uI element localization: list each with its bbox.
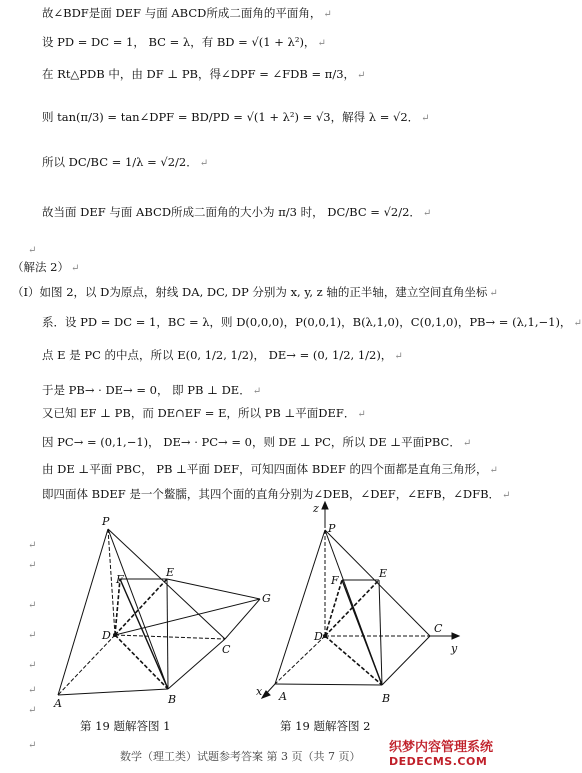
label-P: P bbox=[328, 522, 336, 535]
text-line bbox=[12, 285, 498, 301]
x-arrow bbox=[262, 691, 270, 698]
paragraph-mark-icon: ↵ bbox=[422, 208, 432, 219]
paragraph-mark-icon: ↵ bbox=[421, 113, 430, 124]
paragraph-mark-icon: ↵ bbox=[28, 560, 37, 571]
label-D: D bbox=[314, 630, 323, 643]
paragraph-mark-icon: ↵ bbox=[357, 70, 366, 81]
point-D bbox=[323, 634, 327, 638]
text-line bbox=[42, 155, 208, 171]
label-P: P bbox=[102, 515, 110, 528]
text-line bbox=[42, 35, 326, 51]
z-arrow bbox=[322, 502, 328, 509]
label-F: F bbox=[331, 574, 339, 587]
paragraph-mark-icon: ↵ bbox=[28, 685, 37, 696]
text-line-content: 故∠BDF是面 DEF 与面 ABCD所成二面角的平面角， bbox=[42, 6, 322, 20]
label-A: A bbox=[279, 690, 287, 703]
edge-DF bbox=[115, 579, 120, 635]
label-z: z bbox=[313, 502, 319, 515]
edge-PA bbox=[58, 529, 108, 695]
paragraph-mark-icon: ↵ bbox=[199, 158, 209, 169]
paragraph-mark-icon: ↵ bbox=[28, 660, 37, 671]
page-footer: 数学（理工类）试题参考答案 第 3 页（共 7 页） bbox=[120, 750, 361, 763]
text-line bbox=[12, 260, 79, 276]
paragraph-mark-icon: ↵ bbox=[317, 38, 326, 49]
text-line bbox=[42, 67, 365, 83]
label-B: B bbox=[168, 693, 177, 706]
text-line-content: 即四面体 BDEF 是一个鳖臑，其四个面的直角分别为∠DEB，∠DEF，∠EFB，∠DFB． bbox=[42, 487, 501, 501]
text-line bbox=[42, 383, 261, 399]
paragraph-mark-icon: ↵ bbox=[462, 438, 472, 449]
text-line-content: （Ⅰ）如图 2，以 D为原点，射线 DA, DC, DP 分别为 x, y, z 轴的正半轴，建立空间直角坐标 bbox=[12, 285, 488, 299]
figure-2 bbox=[252, 500, 467, 710]
edge-FB bbox=[342, 580, 382, 685]
edge-PA bbox=[275, 530, 325, 684]
paragraph-mark-icon: ↵ bbox=[28, 630, 37, 641]
paragraph-mark-icon: ↵ bbox=[252, 386, 262, 397]
paragraph-mark-icon: ↵ bbox=[28, 705, 37, 716]
watermark-line2: DEDECMS.COM bbox=[389, 755, 488, 768]
text-line bbox=[42, 315, 582, 331]
edge-AB bbox=[58, 689, 168, 695]
point-D bbox=[113, 633, 117, 637]
label-D: D bbox=[102, 629, 111, 642]
paragraph-mark-icon: ↵ bbox=[70, 263, 80, 274]
text-line bbox=[42, 406, 366, 422]
watermark bbox=[389, 736, 515, 770]
text-line-content: 则 tan(π/3) = tan∠DPF = BD/PD = √(1 + λ²) = √3，解得 λ = √2． bbox=[42, 110, 420, 124]
label-E: E bbox=[166, 566, 175, 579]
text-line bbox=[42, 6, 332, 22]
label-B: B bbox=[382, 692, 391, 705]
text-line bbox=[42, 205, 431, 221]
edge-DC bbox=[115, 635, 225, 639]
text-line-content: （解法 2） bbox=[12, 260, 69, 274]
paragraph-mark-icon: ↵ bbox=[489, 288, 498, 299]
text-line-content: 在 Rt△PDB 中，由 DF ⊥ PB，得∠DPF = ∠FDB = π/3， bbox=[42, 67, 356, 81]
paragraph-mark-icon: ↵ bbox=[502, 490, 511, 501]
text-line-content: 所以 DC/BC = 1/λ = √2/2． bbox=[42, 155, 198, 169]
paragraph-mark-icon: ↵ bbox=[489, 465, 498, 476]
label-C: C bbox=[222, 643, 231, 656]
figure-1-caption: 第 19 题解答图 1 bbox=[80, 719, 171, 733]
paragraph-mark-icon: ↵ bbox=[28, 540, 37, 551]
paragraph-mark-icon: ↵ bbox=[357, 409, 366, 420]
paragraph-mark-icon: ↵ bbox=[394, 351, 403, 362]
paragraph-mark-icon: ↵ bbox=[323, 9, 332, 20]
paragraph-mark-icon: ↵ bbox=[28, 740, 37, 751]
edge-AB bbox=[275, 684, 382, 685]
edge-EB bbox=[167, 579, 168, 689]
edge-EB bbox=[379, 580, 382, 685]
text-line-content: 由 DE ⊥平面 PBC， PB ⊥平面 DEF，可知四面体 BDEF 的四个面都是直角三角形， bbox=[42, 462, 488, 476]
edge-EG bbox=[167, 579, 260, 599]
edge-BC bbox=[168, 639, 225, 689]
y-arrow bbox=[452, 633, 459, 639]
edge-DB bbox=[115, 635, 168, 689]
figure-2-caption: 第 19 题解答图 2 bbox=[280, 719, 371, 733]
text-line-content: 于是 PB→ · DE→ = 0， 即 PB ⊥ DE． bbox=[42, 383, 251, 397]
text-line-content: 因 PC→ = (0,1,−1)， DE→ · PC→ = 0，则 DE ⊥ PC，所以 DE ⊥平面PBC． bbox=[42, 435, 461, 449]
label-A: A bbox=[54, 697, 62, 710]
paragraph-mark-icon: ↵ bbox=[573, 318, 582, 329]
label-C: C bbox=[434, 622, 443, 635]
label-E: E bbox=[379, 567, 388, 580]
label-x: x bbox=[256, 685, 263, 698]
text-line-content: 系．设 PD = DC = 1，BC = λ，则 D(0,0,0)，P(0,0,1)，B(λ,1,0)，C(0,1,0)，PB→ = (λ,1,−1)， bbox=[42, 315, 572, 329]
label-F: F bbox=[116, 573, 124, 586]
edge-FB bbox=[120, 579, 168, 689]
text-line bbox=[42, 462, 498, 478]
watermark-line1: 织梦内容管理系统 bbox=[389, 740, 494, 755]
label-y: y bbox=[451, 642, 458, 655]
edge-BC bbox=[382, 636, 430, 685]
text-line-content: 故当面 DEF 与面 ABCD所成二面角的大小为 π/3 时， DC/BC = √2/2． bbox=[42, 205, 421, 219]
paragraph-mark-icon: ↵ bbox=[28, 245, 37, 256]
text-line-content: 又已知 EF ⊥ PB，而 DE∩EF = E，所以 PB ⊥平面DEF． bbox=[42, 406, 356, 420]
text-line-content: 点 E 是 PC 的中点，所以 E(0, 1/2, 1/2)， DE→ = (0, 1/2, 1/2)， bbox=[42, 348, 393, 362]
text-line bbox=[42, 110, 430, 126]
text-line-content: 设 PD = DC = 1， BC = λ，有 BD = √(1 + λ²)， bbox=[42, 35, 316, 49]
paragraph-mark-icon: ↵ bbox=[28, 600, 37, 611]
text-line bbox=[42, 348, 403, 364]
edge-DF bbox=[325, 580, 342, 636]
label-G: G bbox=[262, 592, 271, 605]
text-line bbox=[42, 435, 471, 451]
